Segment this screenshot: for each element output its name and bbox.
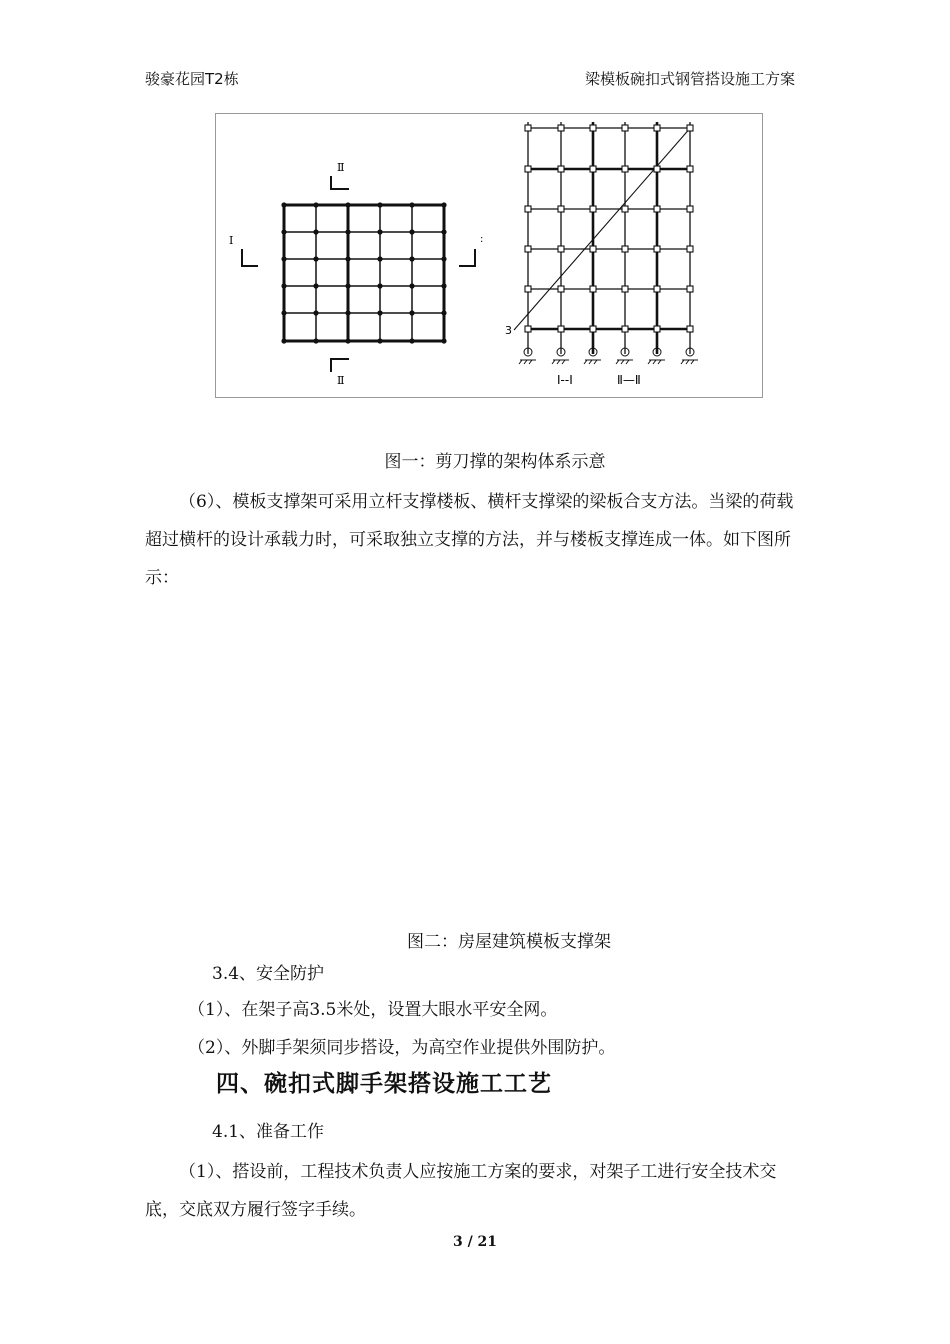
paragraph-4-1-1: （1）、搭设前，工程技术负责人应按施工方案的要求，对架子工进行安全技术交底，交底双方履行签字手续。: [145, 1162, 777, 1220]
elevation-base-supports: [519, 348, 698, 364]
plan-view-grid: [284, 205, 444, 341]
section-label-1: Ⅰ--Ⅰ: [557, 373, 573, 387]
paragraph-6: （6）、模板支撑架可采用立杆支撑楼板、横杆支撑梁的梁板合支方法。当梁的荷载超过横杆的设计承载力时，可采取独立支撑的方法，并与楼板支撑连成一体。如下图所示：: [145, 492, 794, 588]
plan-view-nodes: [281, 202, 446, 343]
figure1-caption: 图一：剪刀撑的架构体系示意: [384, 452, 606, 472]
marker-left-label: Ⅰ: [229, 234, 234, 247]
safety-item-2: （2）、外脚手架须同步搭设，为高空作业提供外围防护。: [188, 1038, 616, 1058]
figure-scaffold-diagram: [215, 113, 763, 398]
page-number: 3 / 21: [452, 1234, 498, 1250]
safety-item-1: （1）、在架子高3.5米处，设置大眼水平安全网。: [188, 1000, 558, 1020]
marker-bottom-label: Ⅱ: [337, 374, 345, 387]
header-right: 梁模板碗扣式钢管搭设施工方案: [584, 70, 795, 88]
elevation-grid: [514, 122, 692, 354]
elevation-couplers: [525, 125, 693, 332]
section-4-1-title: 4.1、准备工作: [212, 1122, 325, 1142]
svg-text::: :: [480, 234, 484, 245]
header-left: 骏豪花园T2栋: [145, 70, 239, 88]
node-label: 3: [505, 324, 512, 337]
scaffold-drawing: [216, 114, 762, 397]
chapter-4-title: 四、碗扣式脚手架搭设施工工艺: [216, 1071, 552, 1097]
section-3-4-title: 3.4、安全防护: [212, 964, 325, 984]
marker-top-label: Ⅱ: [337, 161, 345, 174]
figure2-caption: 图二：房屋建筑模板支撑架: [407, 932, 611, 952]
section-label-2: Ⅱ—Ⅱ: [617, 373, 641, 387]
